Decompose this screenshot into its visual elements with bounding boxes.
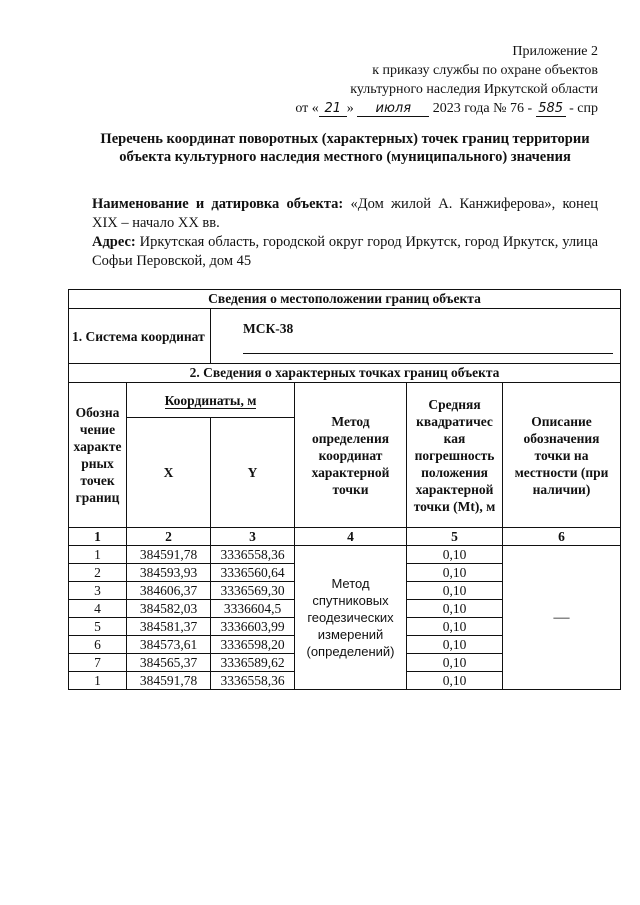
order-number-handwritten: 585 — [536, 102, 566, 117]
object-address-label: Адрес: — [92, 234, 136, 250]
col-number-1: 1 — [69, 528, 127, 546]
row-y: 3336598,20 — [211, 636, 295, 654]
object-address-line — [92, 233, 598, 271]
header-coords — [127, 383, 295, 418]
date-day-handwritten: 21 — [319, 102, 347, 117]
row-x: 384582,03 — [127, 600, 211, 618]
coordinates-table — [68, 289, 621, 690]
object-address-value: Иркутская область, городской округ город Иркутск, город Иркутск, улица Софьи Перовской, дом 45 — [92, 234, 599, 269]
row-error: 0,10 — [407, 600, 503, 618]
row-x: 384565,37 — [127, 654, 211, 672]
row-y: 3336604,5 — [211, 600, 295, 618]
table-section2-title: 2. Сведения о характерных точках границ объекта — [69, 364, 621, 383]
row-x: 384573,61 — [127, 636, 211, 654]
header-description: Описание обозначения точки на местности (при наличии) — [503, 383, 621, 528]
document-title: Перечень координат поворотных (характерных) точек границ территории объекта культурного наследия местного (муниципального) значения — [100, 131, 590, 165]
row-point: 3 — [69, 582, 127, 600]
row-point: 1 — [69, 546, 127, 564]
appendix-date-line — [295, 99, 598, 118]
date-year: 2023 года № 76 - — [432, 101, 533, 116]
col-number-6: 6 — [503, 528, 621, 546]
row-x: 384593,93 — [127, 564, 211, 582]
method-value: Метод спутниковых геодезических измерений (определений) — [295, 546, 407, 690]
row-point: 6 — [69, 636, 127, 654]
date-prefix: от « — [295, 101, 319, 116]
table-row — [69, 546, 621, 564]
order-suffix: - спр — [569, 101, 598, 116]
date-sep: » — [346, 101, 354, 116]
header-coords-text: Координаты, м — [164, 392, 257, 408]
row-x: 384591,78 — [127, 546, 211, 564]
header-x: X — [127, 418, 211, 528]
row-y: 3336558,36 — [211, 546, 295, 564]
coordinate-system-label: 1. Система координат — [69, 309, 211, 364]
row-point: 1 — [69, 672, 127, 690]
row-y: 3336560,64 — [211, 564, 295, 582]
row-x: 384581,37 — [127, 618, 211, 636]
object-name-value: «Дом жилой А. Канжиферова», конец XIX – начало XX вв. — [92, 196, 598, 231]
col-number-4: 4 — [295, 528, 407, 546]
row-point: 4 — [69, 600, 127, 618]
coordinate-system-cell — [211, 309, 621, 364]
row-error: 0,10 — [407, 546, 503, 564]
appendix-authority: культурного наследия Иркутской области — [350, 82, 598, 97]
row-error: 0,10 — [407, 672, 503, 690]
object-info — [92, 195, 598, 271]
row-error: 0,10 — [407, 636, 503, 654]
row-y: 3336589,62 — [211, 654, 295, 672]
appendix-title: Приложение 2 — [512, 44, 598, 59]
row-point: 2 — [69, 564, 127, 582]
col-number-3: 3 — [211, 528, 295, 546]
header-y: Y — [211, 418, 295, 528]
table-section-title: Сведения о местоположении границ объекта — [69, 290, 621, 309]
date-month-handwritten: июля — [357, 102, 429, 117]
row-point: 5 — [69, 618, 127, 636]
appendix-order-ref: к приказу службы по охране объектов — [372, 63, 598, 78]
row-error: 0,10 — [407, 582, 503, 600]
coordinate-system-value: МСК-38 — [243, 318, 613, 354]
row-x: 384591,78 — [127, 672, 211, 690]
object-name-label: Наименование и датировка объекта: — [92, 196, 344, 212]
row-error: 0,10 — [407, 654, 503, 672]
row-x: 384606,37 — [127, 582, 211, 600]
col-number-2: 2 — [127, 528, 211, 546]
header-error: Средняя квадратичес кая погрешность положения характерной точки (Mt), м — [407, 383, 503, 528]
appendix-header — [295, 42, 598, 118]
row-y: 3336603,99 — [211, 618, 295, 636]
row-point: 7 — [69, 654, 127, 672]
row-error: 0,10 — [407, 564, 503, 582]
col-number-5: 5 — [407, 528, 503, 546]
header-method: Метод определения координат характерной точки — [295, 383, 407, 528]
row-y: 3336558,36 — [211, 672, 295, 690]
description-value: — — [503, 546, 621, 690]
object-name-line — [92, 195, 598, 233]
row-y: 3336569,30 — [211, 582, 295, 600]
row-error: 0,10 — [407, 618, 503, 636]
header-point: Обозна чение характе рных точек границ — [69, 383, 127, 528]
